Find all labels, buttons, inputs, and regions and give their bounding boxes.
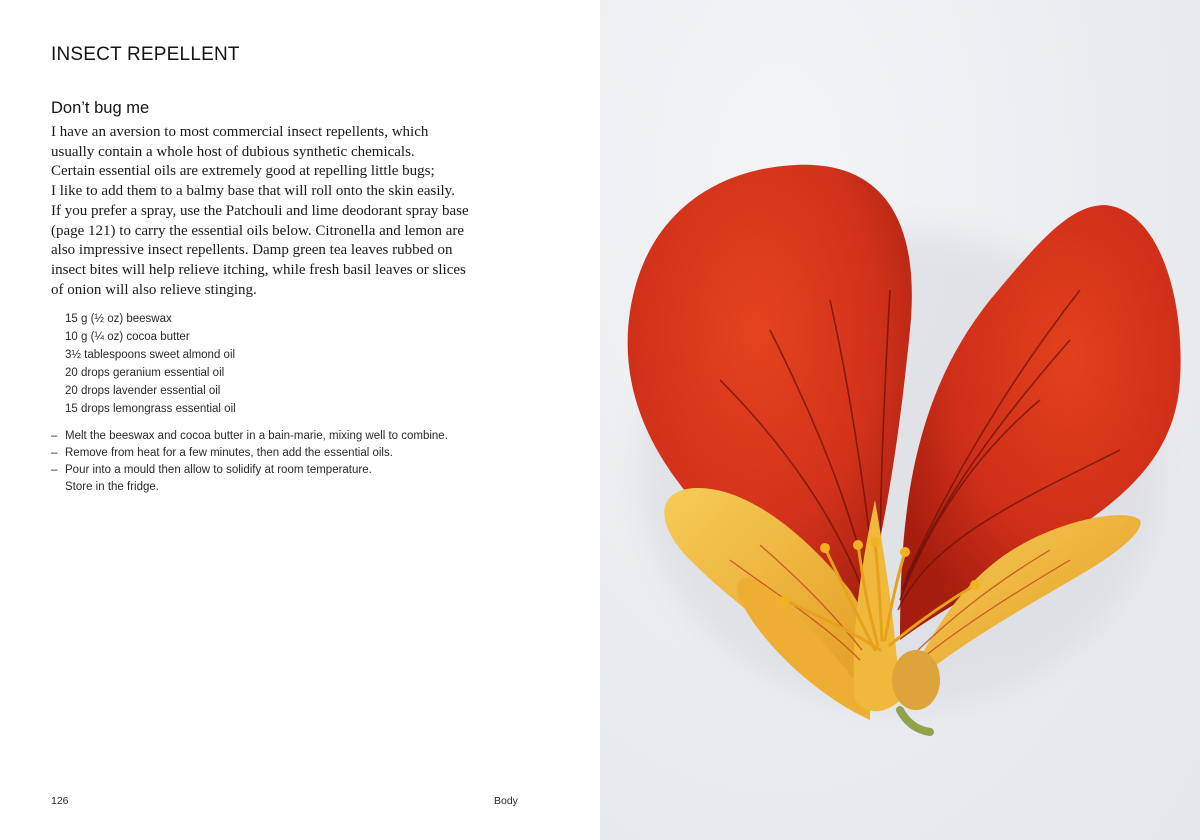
method-step	[51, 445, 448, 462]
method-step	[51, 428, 448, 445]
ingredient-item: 15 drops lemongrass essential oil	[65, 402, 236, 415]
step-text: Remove from heat for a few minutes, then add the essential oils.	[65, 447, 393, 459]
ingredient-item: 10 g (¼ oz) cocoa butter	[65, 330, 190, 343]
page-number: 126	[51, 795, 69, 807]
method-step-continuation	[51, 479, 448, 496]
photo-page	[600, 0, 1200, 840]
step-text: Melt the beeswax and cocoa butter in a bain-marie, mixing well to combine.	[65, 430, 448, 442]
intro-paragraph	[51, 123, 551, 300]
ingredient-item: 20 drops lavender essential oil	[65, 384, 221, 397]
page-title: INSECT REPELLENT	[51, 44, 240, 65]
intro-line: (page 121) to carry the essential oils below. Citronella and lemon are	[51, 222, 465, 239]
intro-line: Certain essential oils are extremely good at repelling little bugs;	[51, 163, 435, 180]
intro-line: of onion will also relieve stinging.	[51, 281, 257, 298]
method-step	[51, 462, 448, 479]
intro-line: I like to add them to a balmy base that will roll onto the skin easily.	[51, 183, 455, 200]
method-steps	[51, 428, 448, 496]
ingredient-item: 15 g (½ oz) beeswax	[65, 313, 172, 325]
recipe-subtitle: Don’t bug me	[51, 99, 150, 117]
intro-line: insect bites will help relieve itching, while fresh basil leaves or slices	[51, 261, 466, 278]
nasturtium-flower-icon	[600, 0, 1200, 840]
step-dash: –	[51, 464, 58, 476]
ingredient-list	[65, 311, 236, 418]
intro-line: I have an aversion to most commercial insect repellents, which	[51, 124, 429, 140]
step-text: Pour into a mould then allow to solidify at room temperature.	[65, 464, 372, 476]
ingredient-item: 3½ tablespoons sweet almond oil	[65, 348, 236, 361]
ingredient-item: 20 drops geranium essential oil	[65, 366, 225, 379]
intro-line: also impressive insect repellents. Damp green tea leaves rubbed on	[51, 242, 453, 259]
intro-line: usually contain a whole host of dubious synthetic chemicals.	[51, 143, 415, 160]
step-dash: –	[51, 447, 58, 459]
step-text: Store in the fridge.	[65, 481, 159, 493]
intro-line: If you prefer a spray, use the Patchouli and lime deodorant spray base	[51, 202, 469, 219]
flower-ovary	[892, 650, 940, 710]
section-name: Body	[494, 795, 518, 807]
step-dash: –	[51, 430, 58, 442]
flower-stem	[900, 710, 930, 732]
